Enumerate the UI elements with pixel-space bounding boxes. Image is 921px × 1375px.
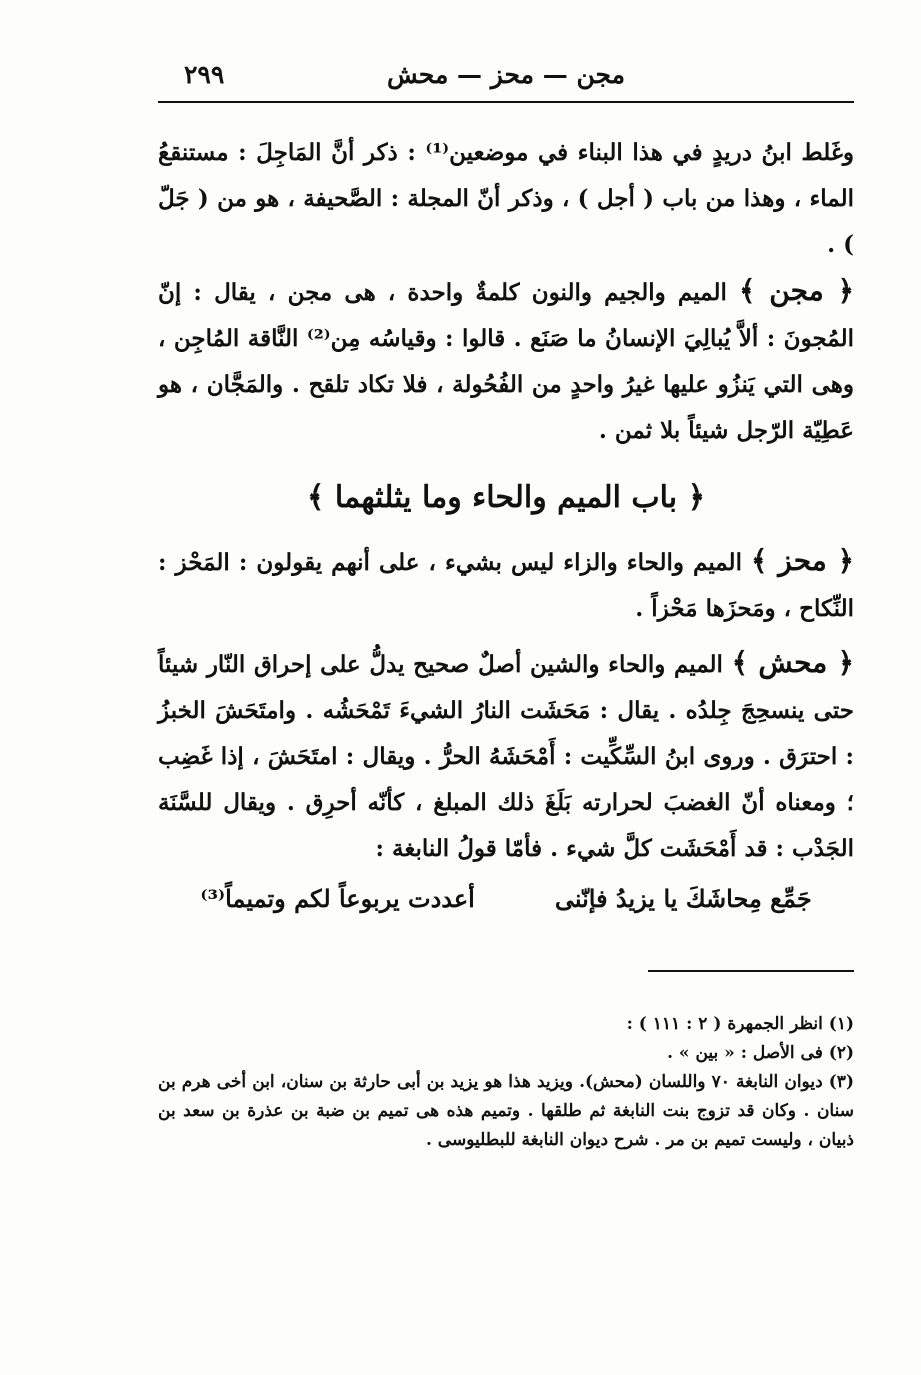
running-title: مجن — محز — محش [386, 60, 626, 89]
entry-text-mjn: الميم والجيم والنون كلمةٌ واحدة ، هى مجن ، يقال : إنّ المُجونَ : ألاَّ يُبالِيَ الإنسانُ ما صَنَع . قالوا : وقياسُه مِن⁽²⁾ النَّاقة المُاجِن ، وهى التي يَنزُو عليها غيرُ واحدٍ من الفُحُولة ، فلا تكاد تلقح . والمَجَّان ، هو عَطِيّة الرّجل شيئاً بلا ثمن . [158, 279, 855, 444]
entry-heading-mhsh: ﴿ محش ﴾ [731, 646, 855, 679]
entry-mhsh [158, 640, 854, 872]
section-title: ﴿ باب الميم والحاء وما يثلثهما ﴾ [306, 480, 706, 515]
footnote-2: (٢) فى الأصل : « بين » . [667, 1043, 854, 1063]
footnote-divider [648, 970, 854, 972]
footnotes [158, 1010, 854, 1155]
page-header [158, 58, 854, 102]
page-number: ٢٩٩ [184, 60, 225, 89]
header-divider [158, 101, 854, 103]
entry-text-mhsh: الميم والحاء والشين أصلٌ صحيح يدلُّ على إحراق النّار شيئاً حتى ينسحِجَ جِلدُه . يقال : مَحَشَت النارُ الشيءَ تَمْحَشُه . وامتَحَشَ الخبزُ : احترَق . وروى ابنُ السِّكِّيت : أَمْحَشَهُ الحرُّ . ويقال : امتَحَشَ ، إذا غَضِب ؛ ومعناه أنّ الغضبَ لحرارته بَلَغَ ذلك المبلغ ، كأنّه أحرِق . ويقال للسَّنَة الجَدْب : قد أَمْحَشَت كلَّ شيء . فأمّا قولُ النابغة : [158, 651, 854, 862]
entry-heading-mjn: ﴿ مجن ﴾ [739, 274, 854, 307]
paragraph-intro: وغَلط ابنُ دريدٍ في هذا البناء في موضعين⁽¹⁾ : ذكر أنَّ المَاجِلَ : مستنقعُ الماء ، وهذا من باب ( أجل ) ، وذكر أنّ المجلة : الصَّحيفة ، هو من ( جَلّ ) . [158, 139, 854, 258]
footnote-1: (١) انظر الجمهرة ( ٢ : ١١١ ) : [626, 1014, 854, 1034]
entry-mjn [158, 268, 854, 454]
main-text [158, 130, 854, 922]
poetry-verse [158, 876, 854, 922]
verse-hemistich-first: جَمِّع مِحاشَكَ يا يزيدُ فإنّنى [554, 884, 812, 913]
entry-mhz [158, 538, 854, 632]
entry-text-mhz: الميم والحاء والزاء ليس بشيء ، على أنهم يقولون : المَحْز : النِّكاح ، ومَحزَها مَحْزاً . [158, 549, 854, 622]
footnote-3: (٣) ديوان النابغة ٧٠ واللسان (محش). ويزيد هذا هو يزيد بن أبى حارثة بن سنان، ابن أخى هرم بن سنان . وكان قد تزوج بنت النابغة ثم طلقها . وتميم هذه هى تميم بن ضبة بن عذرة بن سعد بن ذبيان ، وليست تميم بن مر . شرح ديوان النابغة للبطليوسى . [158, 1072, 854, 1150]
entry-heading-mhz: ﴿ محز ﴾ [751, 544, 854, 577]
spacer [158, 632, 854, 640]
verse-hemistich-second: أعددت يربوعاً لكم وتميماً⁽³⁾ [200, 884, 475, 913]
